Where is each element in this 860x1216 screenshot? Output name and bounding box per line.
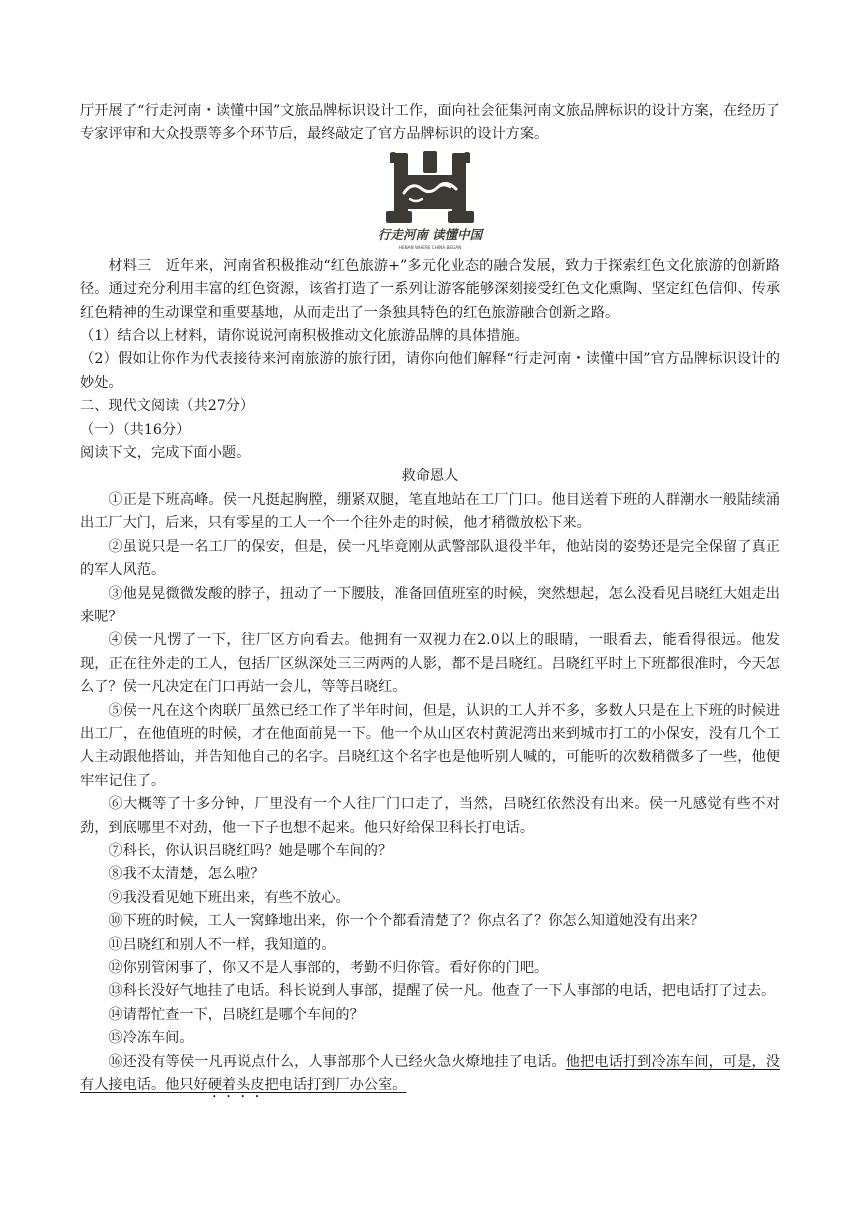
brand-logo-subtitle: HENAN WHERE CHINA BEGAN xyxy=(398,244,462,250)
brand-logo-calligraphy: 行走河南 读懂中国 xyxy=(377,226,483,242)
material3-paragraph: 材料三 近年来，河南省积极推动“红色旅游+”多元化业态的融合发展，致力于探索红色文化旅游的创新路径。通过充分利用丰富的红色资源，该省打造了一系列让游客能够深刻接受红色文化熏陶、坚定红色信仰、传承红色精神的生动课堂和重要基地，从而走出了一条独具特色的红色旅游融合创新之路。 xyxy=(80,257,780,321)
question-2: （2）假如让你作为代表接待来河南旅游的旅行团，请你向他们解释“行走河南・读懂中国”官方品牌标识设计的妙处。 xyxy=(80,351,780,391)
story-paragraph-15: ⑮冷冻车间。 xyxy=(108,1030,194,1047)
reading-instruction: 阅读下文，完成下面小题。 xyxy=(80,445,251,462)
story-paragraph-14: ⑭请帮忙查一下，吕晓红是哪个车间的？ xyxy=(108,1006,364,1023)
brand-logo-emblem xyxy=(368,149,492,253)
brand-logo xyxy=(80,149,780,253)
story-paragraph-3: ③他晃晃微微发酸的脖子，扭动了一下腰肢，准备回值班室的时候，突然想起，怎么没看见吕晓红大姐走出来呢？ xyxy=(80,585,780,625)
story-paragraph-11: ⑪吕晓红和别人不一样，我知道的。 xyxy=(108,936,336,953)
question-1: （1）结合以上材料，请你说说河南积极推动文化旅游品牌的具体措施。 xyxy=(80,328,529,345)
sub-section-heading: （一）（共16分） xyxy=(80,421,191,438)
story-paragraph-4: ④侯一凡愣了一下，往厂区方向看去。他拥有一双视力在2.0以上的眼睛，一眼看去，能看得很远。他发现，正在往外走的工人，包括厂区纵深处三三两两的人影，都不是吕晓红。吕晓红平时上下班都很准时，今天怎么了？侯一凡决定在门口再站一会儿，等等吕晓红。 xyxy=(80,632,780,696)
story-paragraph-5: ⑤侯一凡在这个肉联厂虽然已经工作了半年时间，但是，认识的工人并不多，多数人只是在上下班的时候进出工厂，在他值班的时候，才在他面前晃一下。他一个从山区农村黄泥湾出来到城市打工的小保安，没有几个工人主动跟他搭讪，并告知他自己的名字。吕晓红这个名字也是他听别人喊的，可能听的次数稍微多了一些，他便牢牢记住了。 xyxy=(80,702,780,789)
story-paragraph-2: ②虽说只是一名工厂的保安，但是，侯一凡毕竟刚从武警部队退役半年，他站岗的姿势还是完全保留了真正的军人风范。 xyxy=(80,538,780,579)
dotted-phrase: 硬着头皮 xyxy=(207,1077,265,1094)
section-heading: 二、现代文阅读（共27分） xyxy=(80,398,255,415)
intro-paragraph: 厅开展了“行走河南・读懂中国”文旅品牌标识设计工作，面向社会征集河南文旅品牌标识的设计方案，在经历了专家评审和大众投票等多个环节后，最终敲定了官方品牌标识的设计方案。 xyxy=(80,103,780,143)
story-paragraph-9: ⑨我没看见她下班出来，有些不放心。 xyxy=(108,889,350,906)
document-page xyxy=(80,100,780,1101)
story-paragraph-6: ⑥大概等了十多分钟，厂里没有一个人往厂门口走了，当然，吕晓红依然没有出来。侯一凡感觉有些不对劲，到底哪里不对劲，他一下子也想不起来。他只好给保卫科长打电话。 xyxy=(80,796,780,836)
story-paragraph-13: ⑬科长没好气地挂了电话。科长说到人事部，提醒了侯一凡。他查了一下人事部的电话，把电话打了过去。 xyxy=(108,983,776,1000)
underlined-sentence-part-2: 把电话打到厂办公室。 xyxy=(264,1077,407,1094)
story-paragraph-10: ⑩下班的时候，工人一窝蜂地出来，你一个个都看清楚了？你点名了？你怎么知道她没有出来？ xyxy=(108,913,705,930)
paragraph-16-lead: ⑯还没有等侯一凡再说点什么，人事部那个人已经火急火燎地挂了电话。 xyxy=(108,1053,566,1070)
underlined-sentence-part-1: 他把电话打到冷冻车间，可是，没有人接电话。他只好 xyxy=(80,1053,780,1094)
story-paragraph-8: ⑧我不太清楚，怎么啦？ xyxy=(108,866,265,883)
story-paragraph-16 xyxy=(80,1051,780,1101)
story-paragraph-1: ①正是下班高峰。侯一凡挺起胸膛，绷紧双腿，笔直地站在工厂门口。他目送着下班的人群潮水一般陆续涌出工厂大门，后来，只有零星的工人一个一个往外走的时候，他才稍微放松下来。 xyxy=(80,491,780,532)
story-title: 救命恩人 xyxy=(401,468,459,485)
story-paragraph-12: ⑫你别管闲事了，你又不是人事部的，考勤不归你管。看好你的门吧。 xyxy=(108,960,549,976)
story-paragraph-7: ⑦科长，你认识吕晓红吗？她是哪个车间的？ xyxy=(108,842,393,859)
